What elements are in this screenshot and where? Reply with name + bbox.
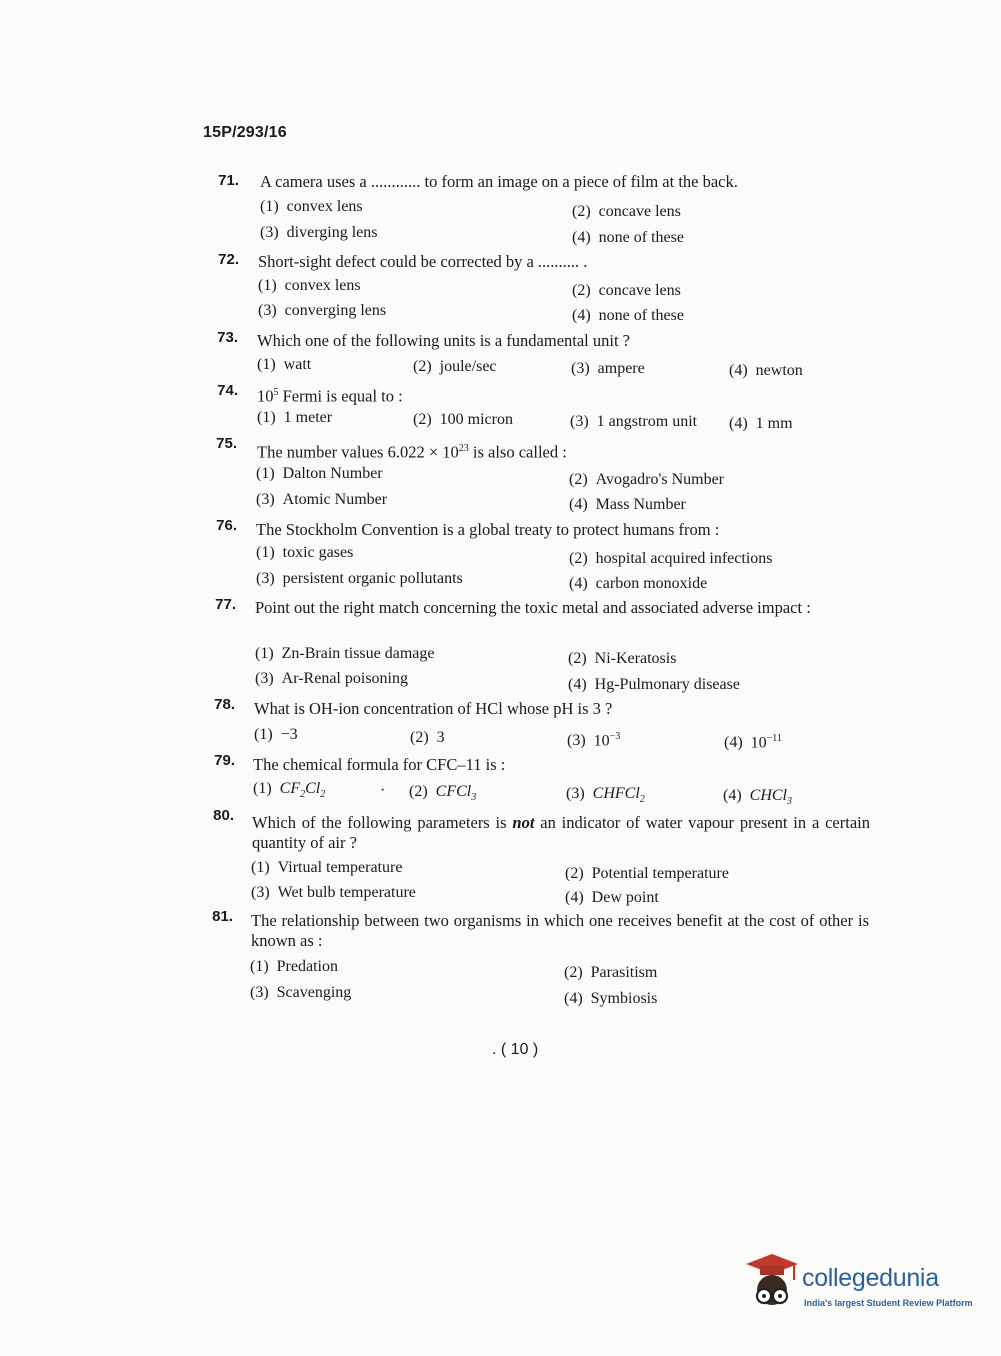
- question-number: 81.: [212, 908, 233, 925]
- option-4: (4) none of these: [572, 229, 684, 246]
- option-1: (1) −3: [254, 726, 298, 743]
- bullet-mark: ·: [380, 782, 386, 799]
- option-1: (1) Predation: [250, 958, 338, 975]
- option-3: (3) diverging lens: [260, 224, 378, 241]
- logo-wordmark: collegedunia: [802, 1264, 939, 1292]
- option-2: (2) Potential temperature: [565, 865, 729, 882]
- question-text: $10^5$ Fermi is equal to :: [257, 386, 403, 406]
- question-number: 79.: [214, 752, 235, 769]
- option-1: (1) Dalton Number: [256, 465, 383, 482]
- option-1: (1) watt: [257, 356, 312, 373]
- option-4: (4) Symbiosis: [564, 990, 658, 1007]
- option-3: (3) 1 angstrom unit: [570, 413, 698, 430]
- option-2: (2) 3: [410, 729, 445, 746]
- option-3: (3) $10^{-3}$: [567, 731, 621, 750]
- option-3: (3) persistent organic pollutants: [256, 570, 463, 587]
- question-text: The relationship between two organisms in which one receives benefit at the cost of other is known as :: [251, 911, 869, 950]
- question-number: 72.: [218, 251, 239, 268]
- option-4: (4) CHCl$_3$: [723, 787, 792, 808]
- option-1: (1) Zn-Brain tissue damage: [255, 645, 435, 662]
- question-number: 75.: [216, 435, 237, 452]
- page-number: . ( 10 ): [492, 1041, 539, 1058]
- question-number: 74.: [217, 382, 238, 399]
- mascot-icon: [742, 1250, 800, 1314]
- option-2: (2) Ni-Keratosis: [568, 650, 677, 667]
- option-1: (1) convex lens: [258, 277, 361, 294]
- question-number: 73.: [217, 329, 238, 346]
- question-text: Which one of the following units is a fundamental unit ?: [257, 331, 630, 350]
- logo-tagline: India's largest Student Review Platform: [804, 1298, 973, 1308]
- question-number: 78.: [214, 696, 235, 713]
- option-1: (1) $CF_2Cl_2$: [253, 780, 326, 801]
- option-4: (4) none of these: [572, 307, 684, 324]
- option-3: (3) converging lens: [258, 302, 387, 319]
- option-1: (1) Virtual temperature: [251, 859, 403, 876]
- option-2: (2) Parasitism: [564, 964, 658, 981]
- option-4: (4) 1 mm: [729, 415, 793, 432]
- question-text: The chemical formula for CFC–11 is :: [253, 755, 506, 774]
- question-text: Point out the right match concerning the toxic metal and associated adverse impact :: [255, 598, 811, 617]
- option-4: (4) $10^{-11}$: [724, 733, 782, 752]
- option-2: (2) 100 micron: [413, 411, 513, 428]
- option-3: (3) Atomic Number: [256, 491, 388, 508]
- option-2: (2) concave lens: [572, 203, 681, 220]
- option-2: (2) concave lens: [572, 282, 681, 299]
- question-text: The number values $6.022 \times 10^{23}$ is also called :: [257, 442, 567, 462]
- option-2: (2) hospital acquired infections: [569, 550, 773, 567]
- question-text: Which of the following parameters is not an indicator of water vapour present in a certain quantity of air ?: [252, 813, 870, 852]
- option-3: (3) ampere: [571, 360, 645, 377]
- option-4: (4) Dew point: [565, 889, 659, 906]
- paper-code: 15P/293/16: [203, 124, 287, 141]
- question-text: What is OH-ion concentration of HCl whose pH is 3 ?: [254, 699, 613, 718]
- question-text: Short-sight defect could be corrected by a .......... .: [258, 252, 588, 271]
- question-number: 80.: [213, 807, 234, 824]
- option-2: (2) CFCl$_3$: [409, 783, 477, 804]
- option-4: (4) newton: [729, 362, 803, 379]
- question-text: The Stockholm Convention is a global treaty to protect humans from :: [256, 520, 720, 539]
- option-4: (4) carbon monoxide: [569, 575, 708, 592]
- collegedunia-logo: [742, 1250, 972, 1320]
- option-1: (1) 1 meter: [257, 409, 333, 426]
- option-4: (4) Hg-Pulmonary disease: [568, 676, 740, 693]
- question-number: 77.: [215, 596, 236, 613]
- question-number: 76.: [216, 517, 237, 534]
- question-number: 71.: [218, 172, 239, 189]
- option-2: (2) Avogadro's Number: [569, 471, 724, 488]
- option-4: (4) Mass Number: [569, 496, 686, 513]
- option-1: (1) toxic gases: [256, 544, 354, 561]
- option-3: (3) Wet bulb temperature: [251, 884, 416, 901]
- question-text: A camera uses a ............ to form an image on a piece of film at the back.: [260, 172, 738, 191]
- option-2: (2) joule/sec: [413, 358, 497, 375]
- option-3: (3) Scavenging: [250, 984, 352, 1001]
- option-1: (1) convex lens: [260, 198, 363, 215]
- option-3: (3) CHFCl$_2$: [566, 785, 645, 806]
- option-3: (3) Ar-Renal poisoning: [255, 670, 408, 687]
